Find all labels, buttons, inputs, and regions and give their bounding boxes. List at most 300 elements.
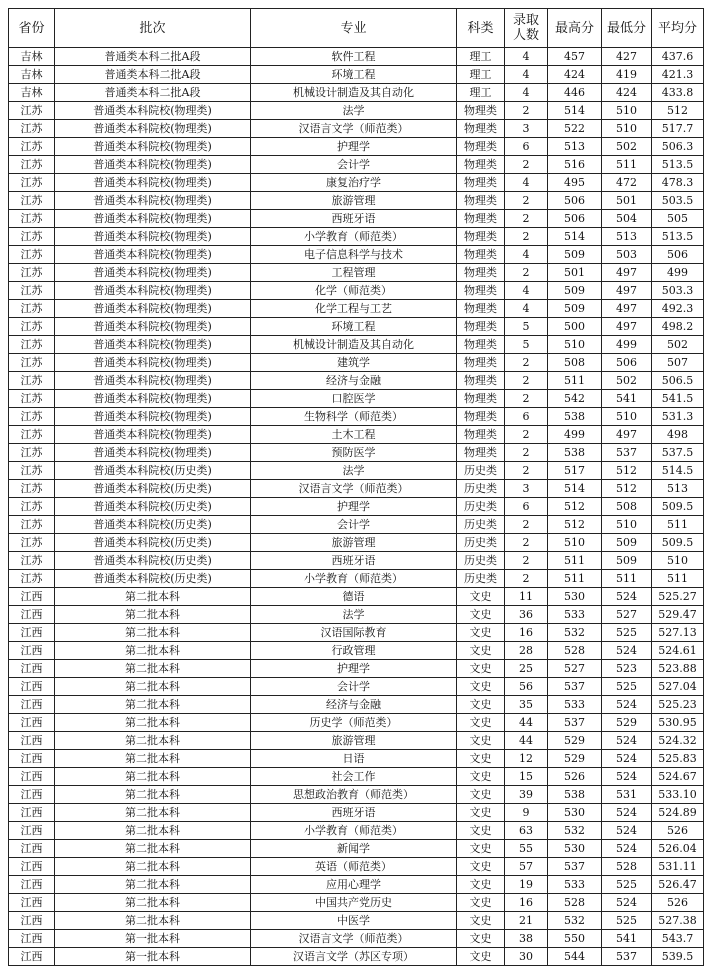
cell-category: 文史 <box>457 660 505 678</box>
cell-max-score: 511 <box>548 372 602 390</box>
cell-major: 康复治疗学 <box>251 174 457 192</box>
cell-batch: 第二批本科 <box>55 822 251 840</box>
table-row <box>9 930 704 948</box>
cell-admitted-count: 2 <box>505 444 548 462</box>
cell-category: 物理类 <box>457 372 505 390</box>
cell-avg-score: 509.5 <box>652 498 704 516</box>
cell-min-score: 506 <box>602 354 652 372</box>
cell-min-score: 497 <box>602 318 652 336</box>
cell-province: 江苏 <box>9 462 55 480</box>
cell-batch: 普通类本科院校(物理类) <box>55 102 251 120</box>
cell-min-score: 497 <box>602 300 652 318</box>
cell-admitted-count: 4 <box>505 300 548 318</box>
cell-category: 文史 <box>457 732 505 750</box>
cell-batch: 第二批本科 <box>55 642 251 660</box>
cell-max-score: 544 <box>548 948 602 966</box>
cell-min-score: 511 <box>602 156 652 174</box>
cell-category: 文史 <box>457 912 505 930</box>
cell-avg-score: 511 <box>652 516 704 534</box>
cell-batch: 第二批本科 <box>55 876 251 894</box>
cell-max-score: 500 <box>548 318 602 336</box>
cell-batch: 普通类本科院校(物理类) <box>55 210 251 228</box>
header-batch: 批次 <box>55 9 251 48</box>
table-row <box>9 606 704 624</box>
cell-max-score: 522 <box>548 120 602 138</box>
table-row <box>9 282 704 300</box>
cell-min-score: 510 <box>602 120 652 138</box>
cell-min-score: 502 <box>602 372 652 390</box>
cell-major: 法学 <box>251 102 457 120</box>
cell-admitted-count: 4 <box>505 282 548 300</box>
admission-score-table-container <box>8 8 697 966</box>
cell-max-score: 529 <box>548 750 602 768</box>
cell-category: 物理类 <box>457 210 505 228</box>
table-row <box>9 138 704 156</box>
cell-admitted-count: 39 <box>505 786 548 804</box>
cell-batch: 普通类本科院校(物理类) <box>55 174 251 192</box>
cell-max-score: 550 <box>548 930 602 948</box>
table-row <box>9 570 704 588</box>
cell-admitted-count: 2 <box>505 156 548 174</box>
cell-batch: 普通类本科院校(历史类) <box>55 552 251 570</box>
cell-admitted-count: 21 <box>505 912 548 930</box>
cell-batch: 普通类本科院校(物理类) <box>55 444 251 462</box>
cell-category: 物理类 <box>457 336 505 354</box>
cell-max-score: 542 <box>548 390 602 408</box>
cell-batch: 第二批本科 <box>55 678 251 696</box>
cell-category: 理工 <box>457 84 505 102</box>
cell-admitted-count: 6 <box>505 138 548 156</box>
cell-max-score: 501 <box>548 264 602 282</box>
cell-avg-score: 529.47 <box>652 606 704 624</box>
cell-max-score: 495 <box>548 174 602 192</box>
table-row <box>9 696 704 714</box>
cell-avg-score: 510 <box>652 552 704 570</box>
cell-admitted-count: 35 <box>505 696 548 714</box>
cell-min-score: 524 <box>602 732 652 750</box>
cell-province: 江苏 <box>9 156 55 174</box>
cell-min-score: 524 <box>602 642 652 660</box>
cell-category: 理工 <box>457 66 505 84</box>
cell-category: 文史 <box>457 588 505 606</box>
cell-province: 江西 <box>9 750 55 768</box>
table-row <box>9 174 704 192</box>
cell-batch: 第一批本科 <box>55 930 251 948</box>
cell-max-score: 530 <box>548 588 602 606</box>
cell-admitted-count: 2 <box>505 102 548 120</box>
cell-avg-score: 511 <box>652 570 704 588</box>
cell-province: 江苏 <box>9 228 55 246</box>
cell-category: 物理类 <box>457 246 505 264</box>
cell-province: 江西 <box>9 588 55 606</box>
cell-min-score: 524 <box>602 768 652 786</box>
cell-admitted-count: 15 <box>505 768 548 786</box>
cell-admitted-count: 2 <box>505 192 548 210</box>
cell-major: 护理学 <box>251 660 457 678</box>
table-row <box>9 102 704 120</box>
cell-province: 江西 <box>9 912 55 930</box>
cell-province: 江苏 <box>9 498 55 516</box>
cell-min-score: 419 <box>602 66 652 84</box>
cell-category: 物理类 <box>457 120 505 138</box>
cell-major: 经济与金融 <box>251 372 457 390</box>
cell-admitted-count: 25 <box>505 660 548 678</box>
table-row <box>9 876 704 894</box>
cell-province: 江西 <box>9 714 55 732</box>
cell-max-score: 533 <box>548 606 602 624</box>
header-max-score: 最高分 <box>548 9 602 48</box>
cell-max-score: 509 <box>548 282 602 300</box>
cell-category: 文史 <box>457 768 505 786</box>
cell-category: 文史 <box>457 606 505 624</box>
table-row <box>9 660 704 678</box>
cell-major: 建筑学 <box>251 354 457 372</box>
cell-batch: 第二批本科 <box>55 786 251 804</box>
cell-major: 机械设计制造及其自动化 <box>251 336 457 354</box>
cell-province: 江苏 <box>9 444 55 462</box>
table-row <box>9 948 704 966</box>
cell-avg-score: 525.23 <box>652 696 704 714</box>
cell-admitted-count: 3 <box>505 120 548 138</box>
cell-province: 吉林 <box>9 84 55 102</box>
cell-category: 历史类 <box>457 534 505 552</box>
table-row <box>9 480 704 498</box>
cell-avg-score: 478.3 <box>652 174 704 192</box>
table-row <box>9 390 704 408</box>
cell-batch: 第二批本科 <box>55 894 251 912</box>
cell-avg-score: 506.3 <box>652 138 704 156</box>
table-row <box>9 498 704 516</box>
cell-batch: 普通类本科院校(历史类) <box>55 498 251 516</box>
cell-category: 物理类 <box>457 138 505 156</box>
cell-batch: 第二批本科 <box>55 660 251 678</box>
cell-category: 文史 <box>457 678 505 696</box>
cell-avg-score: 527.04 <box>652 678 704 696</box>
cell-province: 江苏 <box>9 480 55 498</box>
cell-avg-score: 537.5 <box>652 444 704 462</box>
cell-max-score: 514 <box>548 480 602 498</box>
table-row <box>9 624 704 642</box>
cell-category: 历史类 <box>457 552 505 570</box>
cell-avg-score: 498.2 <box>652 318 704 336</box>
cell-avg-score: 531.11 <box>652 858 704 876</box>
cell-admitted-count: 6 <box>505 498 548 516</box>
cell-batch: 普通类本科院校(物理类) <box>55 372 251 390</box>
cell-province: 江苏 <box>9 102 55 120</box>
cell-min-score: 541 <box>602 390 652 408</box>
cell-avg-score: 531.3 <box>652 408 704 426</box>
cell-batch: 普通类本科院校(历史类) <box>55 516 251 534</box>
cell-min-score: 524 <box>602 840 652 858</box>
cell-major: 法学 <box>251 462 457 480</box>
cell-min-score: 512 <box>602 480 652 498</box>
cell-min-score: 472 <box>602 174 652 192</box>
cell-batch: 普通类本科院校(物理类) <box>55 282 251 300</box>
cell-admitted-count: 44 <box>505 732 548 750</box>
cell-province: 江苏 <box>9 372 55 390</box>
cell-min-score: 537 <box>602 948 652 966</box>
cell-batch: 第二批本科 <box>55 858 251 876</box>
table-row <box>9 858 704 876</box>
cell-min-score: 497 <box>602 264 652 282</box>
cell-avg-score: 437.6 <box>652 48 704 66</box>
cell-major: 软件工程 <box>251 48 457 66</box>
cell-province: 江西 <box>9 804 55 822</box>
cell-max-score: 538 <box>548 444 602 462</box>
cell-max-score: 514 <box>548 228 602 246</box>
cell-min-score: 523 <box>602 660 652 678</box>
cell-major: 旅游管理 <box>251 534 457 552</box>
cell-batch: 第二批本科 <box>55 750 251 768</box>
cell-category: 历史类 <box>457 516 505 534</box>
cell-major: 旅游管理 <box>251 192 457 210</box>
cell-province: 江西 <box>9 678 55 696</box>
cell-category: 历史类 <box>457 480 505 498</box>
cell-batch: 普通类本科二批A段 <box>55 48 251 66</box>
cell-category: 文史 <box>457 858 505 876</box>
cell-province: 江苏 <box>9 534 55 552</box>
cell-major: 护理学 <box>251 498 457 516</box>
cell-major: 日语 <box>251 750 457 768</box>
cell-major: 汉语言文学（师范类） <box>251 120 457 138</box>
cell-admitted-count: 28 <box>505 642 548 660</box>
cell-category: 文史 <box>457 822 505 840</box>
cell-major: 预防医学 <box>251 444 457 462</box>
cell-min-score: 525 <box>602 912 652 930</box>
table-row <box>9 156 704 174</box>
header-category: 科类 <box>457 9 505 48</box>
cell-admitted-count: 2 <box>505 390 548 408</box>
cell-province: 江西 <box>9 894 55 912</box>
cell-category: 历史类 <box>457 498 505 516</box>
cell-category: 物理类 <box>457 156 505 174</box>
cell-admitted-count: 4 <box>505 246 548 264</box>
cell-min-score: 503 <box>602 246 652 264</box>
table-row <box>9 552 704 570</box>
cell-admitted-count: 2 <box>505 228 548 246</box>
table-row <box>9 840 704 858</box>
cell-batch: 普通类本科院校(历史类) <box>55 534 251 552</box>
cell-min-score: 525 <box>602 624 652 642</box>
cell-batch: 第二批本科 <box>55 804 251 822</box>
header-province: 省份 <box>9 9 55 48</box>
cell-max-score: 509 <box>548 300 602 318</box>
cell-batch: 普通类本科院校(物理类) <box>55 156 251 174</box>
cell-min-score: 537 <box>602 444 652 462</box>
cell-batch: 第二批本科 <box>55 606 251 624</box>
cell-max-score: 537 <box>548 714 602 732</box>
cell-max-score: 457 <box>548 48 602 66</box>
cell-province: 江苏 <box>9 426 55 444</box>
cell-batch: 普通类本科院校(物理类) <box>55 354 251 372</box>
cell-min-score: 424 <box>602 84 652 102</box>
cell-category: 物理类 <box>457 264 505 282</box>
cell-category: 文史 <box>457 804 505 822</box>
cell-max-score: 446 <box>548 84 602 102</box>
cell-max-score: 528 <box>548 642 602 660</box>
header-major: 专业 <box>251 9 457 48</box>
cell-min-score: 529 <box>602 714 652 732</box>
cell-major: 中国共产党历史 <box>251 894 457 912</box>
cell-avg-score: 517.7 <box>652 120 704 138</box>
cell-major: 化学（师范类） <box>251 282 457 300</box>
cell-major: 生物科学（师范类） <box>251 408 457 426</box>
cell-province: 江西 <box>9 606 55 624</box>
cell-province: 江苏 <box>9 120 55 138</box>
cell-min-score: 504 <box>602 210 652 228</box>
cell-admitted-count: 9 <box>505 804 548 822</box>
cell-max-score: 506 <box>548 192 602 210</box>
cell-min-score: 528 <box>602 858 652 876</box>
cell-admitted-count: 56 <box>505 678 548 696</box>
cell-admitted-count: 63 <box>505 822 548 840</box>
table-row <box>9 588 704 606</box>
cell-max-score: 509 <box>548 246 602 264</box>
cell-max-score: 532 <box>548 912 602 930</box>
cell-min-score: 502 <box>602 138 652 156</box>
cell-min-score: 509 <box>602 552 652 570</box>
cell-max-score: 499 <box>548 426 602 444</box>
cell-category: 物理类 <box>457 390 505 408</box>
table-row <box>9 714 704 732</box>
cell-admitted-count: 4 <box>505 84 548 102</box>
cell-major: 环境工程 <box>251 66 457 84</box>
cell-avg-score: 513.5 <box>652 228 704 246</box>
cell-category: 物理类 <box>457 102 505 120</box>
cell-batch: 普通类本科院校(物理类) <box>55 228 251 246</box>
cell-admitted-count: 5 <box>505 336 548 354</box>
cell-admitted-count: 4 <box>505 48 548 66</box>
cell-admitted-count: 2 <box>505 210 548 228</box>
cell-max-score: 516 <box>548 156 602 174</box>
cell-max-score: 510 <box>548 336 602 354</box>
cell-province: 江苏 <box>9 210 55 228</box>
cell-min-score: 509 <box>602 534 652 552</box>
cell-avg-score: 539.5 <box>652 948 704 966</box>
cell-province: 江西 <box>9 732 55 750</box>
cell-major: 小学教育（师范类） <box>251 570 457 588</box>
cell-batch: 普通类本科二批A段 <box>55 84 251 102</box>
cell-avg-score: 526 <box>652 822 704 840</box>
cell-category: 物理类 <box>457 426 505 444</box>
table-row <box>9 120 704 138</box>
cell-avg-score: 503.5 <box>652 192 704 210</box>
cell-province: 江西 <box>9 822 55 840</box>
cell-category: 文史 <box>457 624 505 642</box>
table-row <box>9 48 704 66</box>
cell-max-score: 538 <box>548 786 602 804</box>
table-row <box>9 192 704 210</box>
cell-avg-score: 513.5 <box>652 156 704 174</box>
table-row <box>9 264 704 282</box>
cell-batch: 普通类本科院校(历史类) <box>55 480 251 498</box>
cell-province: 吉林 <box>9 48 55 66</box>
table-row <box>9 246 704 264</box>
cell-batch: 普通类本科院校(历史类) <box>55 570 251 588</box>
cell-batch: 第二批本科 <box>55 624 251 642</box>
cell-avg-score: 433.8 <box>652 84 704 102</box>
cell-admitted-count: 3 <box>505 480 548 498</box>
cell-min-score: 527 <box>602 606 652 624</box>
cell-max-score: 538 <box>548 408 602 426</box>
cell-admitted-count: 2 <box>505 552 548 570</box>
cell-major: 社会工作 <box>251 768 457 786</box>
cell-batch: 第二批本科 <box>55 732 251 750</box>
cell-min-score: 513 <box>602 228 652 246</box>
cell-category: 文史 <box>457 696 505 714</box>
cell-min-score: 525 <box>602 678 652 696</box>
cell-max-score: 514 <box>548 102 602 120</box>
cell-avg-score: 533.10 <box>652 786 704 804</box>
cell-province: 江西 <box>9 876 55 894</box>
cell-admitted-count: 2 <box>505 462 548 480</box>
cell-category: 文史 <box>457 930 505 948</box>
cell-admitted-count: 5 <box>505 318 548 336</box>
cell-batch: 第二批本科 <box>55 714 251 732</box>
cell-major: 汉语言文学（苏区专项） <box>251 948 457 966</box>
cell-max-score: 512 <box>548 516 602 534</box>
cell-province: 江苏 <box>9 354 55 372</box>
cell-admitted-count: 6 <box>505 408 548 426</box>
cell-batch: 普通类本科院校(物理类) <box>55 426 251 444</box>
cell-avg-score: 509.5 <box>652 534 704 552</box>
cell-avg-score: 524.61 <box>652 642 704 660</box>
cell-major: 历史学（师范类） <box>251 714 457 732</box>
cell-province: 江苏 <box>9 408 55 426</box>
cell-min-score: 501 <box>602 192 652 210</box>
cell-avg-score: 523.88 <box>652 660 704 678</box>
table-row <box>9 354 704 372</box>
cell-admitted-count: 12 <box>505 750 548 768</box>
cell-major: 汉语言文学（师范类） <box>251 930 457 948</box>
cell-major: 德语 <box>251 588 457 606</box>
cell-avg-score: 503.3 <box>652 282 704 300</box>
cell-province: 江西 <box>9 768 55 786</box>
table-row <box>9 66 704 84</box>
table-row <box>9 444 704 462</box>
cell-max-score: 537 <box>548 678 602 696</box>
cell-max-score: 506 <box>548 210 602 228</box>
cell-max-score: 532 <box>548 624 602 642</box>
cell-max-score: 512 <box>548 498 602 516</box>
cell-avg-score: 526 <box>652 894 704 912</box>
cell-major: 口腔医学 <box>251 390 457 408</box>
cell-avg-score: 506 <box>652 246 704 264</box>
cell-min-score: 511 <box>602 570 652 588</box>
cell-avg-score: 525.27 <box>652 588 704 606</box>
cell-admitted-count: 36 <box>505 606 548 624</box>
admission-score-table <box>8 8 704 966</box>
table-row <box>9 318 704 336</box>
cell-min-score: 524 <box>602 822 652 840</box>
cell-batch: 第二批本科 <box>55 840 251 858</box>
cell-province: 江西 <box>9 840 55 858</box>
cell-major: 工程管理 <box>251 264 457 282</box>
cell-batch: 第二批本科 <box>55 588 251 606</box>
cell-max-score: 532 <box>548 822 602 840</box>
table-row <box>9 822 704 840</box>
cell-batch: 普通类本科院校(物理类) <box>55 264 251 282</box>
table-row <box>9 534 704 552</box>
cell-category: 物理类 <box>457 228 505 246</box>
cell-min-score: 531 <box>602 786 652 804</box>
cell-major: 西班牙语 <box>251 804 457 822</box>
cell-province: 江西 <box>9 786 55 804</box>
cell-province: 江苏 <box>9 318 55 336</box>
cell-admitted-count: 57 <box>505 858 548 876</box>
cell-province: 江西 <box>9 948 55 966</box>
cell-major: 化学工程与工艺 <box>251 300 457 318</box>
